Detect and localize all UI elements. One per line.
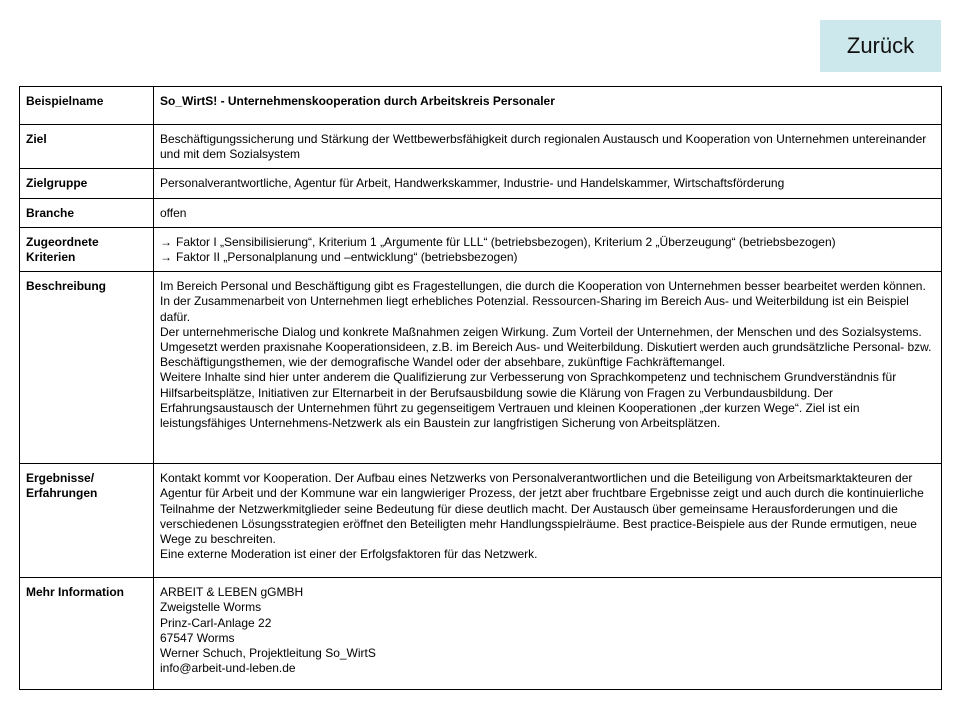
value-branche: offen xyxy=(154,198,942,227)
label-beispielname: Beispielname xyxy=(20,87,154,125)
row-beschreibung xyxy=(20,272,942,464)
arrow-right-icon: → xyxy=(160,250,172,265)
row-kriterien xyxy=(20,227,942,271)
contact-branch: Zweigstelle Worms xyxy=(160,600,262,615)
value-mehr-information xyxy=(154,578,942,690)
criterion-text: Faktor I „Sensibilisierung“, Kriterium 1 „Argumente für LLL“ (betriebsbezogen), Kriterium 2 „Überzeugung“ (betriebsbezogen) xyxy=(176,234,836,249)
row-beispielname xyxy=(20,87,942,125)
contact-person: Werner Schuch, Projektleitung So_WirtS xyxy=(160,646,376,661)
criterion-item xyxy=(160,250,935,265)
value-ziel: Beschäftigungssicherung und Stärkung der Wettbewerbsfähigkeit durch regionalen Austausch und Kooperation von Unternehmen untereinander und mit dem Sozialsystem xyxy=(154,125,942,169)
label-ergebnisse-line2: Erfahrungen xyxy=(26,486,98,501)
contact-email: info@arbeit-und-leben.de xyxy=(160,661,296,676)
value-zielgruppe: Personalverantwortliche, Agentur für Arbeit, Handwerkskammer, Industrie- und Handelskammer, Wirtschaftsförderung xyxy=(154,169,942,198)
row-mehr-information xyxy=(20,578,942,690)
label-branche: Branche xyxy=(20,198,154,227)
label-kriterien-line2: Kriterien xyxy=(26,250,76,265)
value-beschreibung xyxy=(154,272,942,464)
label-zielgruppe: Zielgruppe xyxy=(20,169,154,198)
contact-city: 67547 Worms xyxy=(160,630,235,645)
label-kriterien xyxy=(20,227,154,271)
label-mehr-information: Mehr Information xyxy=(20,578,154,690)
description-paragraph: Weitere Inhalte sind hier unter anderem die Qualifizierung zur Verbesserung von Sprachkompetenz und technischem Grundverständnis für Hilfsarbeitsplätze, Initiativen zur Elternarbeit in der Berufsausbildung sowie die Klärung von Fragen zu Verbundausbildung. Der Erfahrungsaustausch der Unternehmen führt zu gegenseitigem Vertrauen und kleinen Kooperationen „der kurzen Wege“. Ziel ist ein leistungsfähiges Unternehmens-Netzwerk als ein Baustein zur langfristigen Sicherung von Arbeitsplätzen. xyxy=(160,370,897,431)
description-paragraph: Der unternehmerische Dialog und konkrete Maßnahmen zeigen Wirkung. Zum Vorteil der Unternehmen, der Menschen und des Sozialsystems. Umgesetzt werden praxisnahe Kooperationsideen, z.B. im Bereich Aus- und Weiterbildung. Diskutiert werden auch grundsätzliche Personal- bzw. Beschäftigungsthemen, wie der demografische Wandel oder der absehbare, zukünftige Fachkräftemangel. xyxy=(160,324,932,370)
row-ergebnisse xyxy=(20,464,942,578)
label-kriterien-line1: Zugeordnete xyxy=(26,234,99,249)
value-beispielname: So_WirtS! - Unternehmenskooperation durch Arbeitskreis Personaler xyxy=(154,87,942,125)
criterion-item xyxy=(160,235,935,250)
label-ergebnisse-line1: Ergebnisse/ xyxy=(26,471,95,486)
contact-street: Prinz-Carl-Anlage 22 xyxy=(160,615,272,630)
row-branche xyxy=(20,198,942,227)
label-beschreibung: Beschreibung xyxy=(20,272,154,464)
arrow-right-icon: → xyxy=(160,234,172,249)
label-ergebnisse xyxy=(20,464,154,578)
row-ziel xyxy=(20,125,942,169)
back-button[interactable]: Zurück xyxy=(820,20,941,72)
row-zielgruppe xyxy=(20,169,942,198)
results-paragraph: Kontakt kommt vor Kooperation. Der Aufbau eines Netzwerks von Personalverantwortlichen und die Beteiligung von Arbeitsmarktakteuren der Agentur für Arbeit und der Kommune war ein langwieriger Prozess, der jetzt aber fruchtbare Ergebnisse zeigt und auch durch die kontinuierliche Teilnahme der Netzwerkmitglieder seine Bedeutung für diese deutlich macht. Der Austausch über gemeinsame Herausforderungen und die verschiedenen Lösungsstrategien eröffnet den Beteiligten mehr Handlungsspielräume. Best practice-Beispiele aus der Runde ermutigen, neue Wege zu beschreiten. xyxy=(160,471,924,547)
value-ergebnisse xyxy=(154,464,942,578)
criterion-text: Faktor II „Personalplanung und –entwicklung“ (betriebsbezogen) xyxy=(176,250,518,265)
description-paragraph: Im Bereich Personal und Beschäftigung gibt es Fragestellungen, die durch die Kooperation von Unternehmen besser bearbeitet werden können. In der Zusammenarbeit von Unternehmen liegt erhebliches Potenzial. Ressourcen-Sharing im Bereich Aus- und Weiterbildung ist ein Beispiel dafür. xyxy=(160,279,926,324)
contact-org: ARBEIT & LEBEN gGMBH xyxy=(160,585,304,600)
value-kriterien xyxy=(154,227,942,271)
label-ziel: Ziel xyxy=(20,125,154,169)
info-table xyxy=(19,86,942,690)
results-paragraph: Eine externe Moderation ist einer der Erfolgsfaktoren für das Netzwerk. xyxy=(160,547,538,562)
